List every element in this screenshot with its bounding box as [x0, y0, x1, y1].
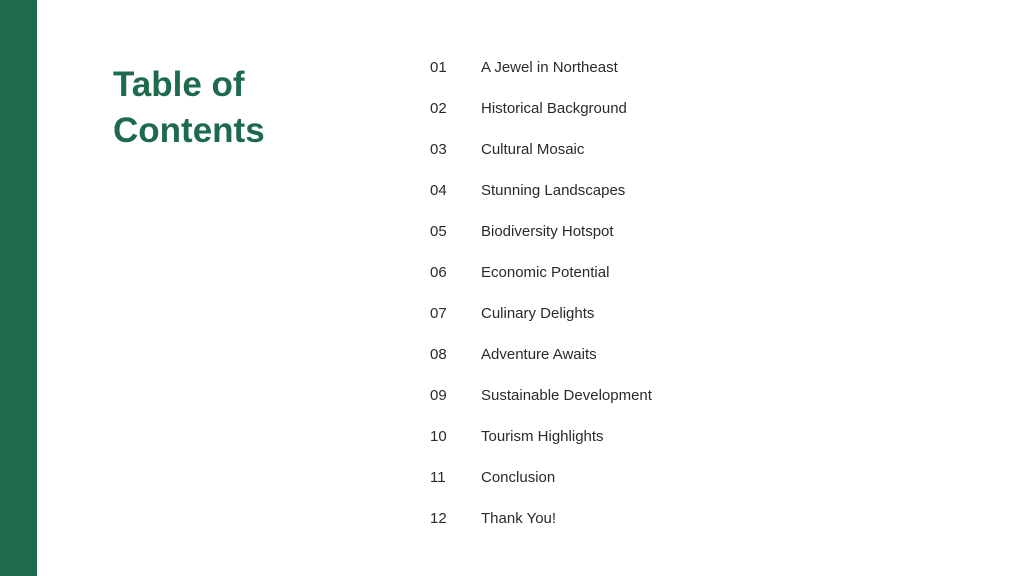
toc-item-label: Cultural Mosaic	[481, 141, 585, 158]
toc-item	[430, 416, 830, 457]
toc-item	[430, 293, 830, 334]
toc-item-label: Thank You!	[481, 510, 557, 527]
toc-item-label: Economic Potential	[481, 264, 610, 281]
toc-item-label: Adventure Awaits	[481, 346, 597, 363]
toc-item	[430, 47, 830, 88]
toc-item-number: 12	[430, 510, 447, 527]
title-line-2: Contents	[113, 111, 265, 150]
toc-item	[430, 498, 830, 539]
toc-item	[430, 170, 830, 211]
toc-item-number: 04	[430, 182, 447, 199]
toc-item-label: Biodiversity Hotspot	[481, 223, 614, 240]
page-title	[113, 62, 373, 154]
toc-item-number: 05	[430, 223, 447, 240]
toc-item-label: Stunning Landscapes	[481, 182, 626, 199]
toc-item	[430, 129, 830, 170]
toc-item-label: Sustainable Development	[481, 387, 652, 404]
toc-item-number: 07	[430, 305, 447, 322]
toc-item-number: 03	[430, 141, 447, 158]
table-of-contents-list	[430, 47, 830, 539]
toc-item	[430, 375, 830, 416]
toc-item	[430, 88, 830, 129]
toc-item	[430, 334, 830, 375]
title-line-1: Table of	[113, 65, 245, 104]
toc-item-number: 01	[430, 59, 447, 76]
toc-item-number: 02	[430, 100, 447, 117]
toc-item-number: 10	[430, 428, 447, 445]
toc-item-label: Conclusion	[481, 469, 556, 486]
toc-item-label: Historical Background	[481, 100, 627, 117]
toc-item-label: Culinary Delights	[481, 305, 595, 322]
accent-side-bar	[0, 0, 37, 576]
toc-item-number: 09	[430, 387, 447, 404]
toc-item-number: 11	[430, 469, 446, 486]
toc-item	[430, 457, 830, 498]
toc-item-label: A Jewel in Northeast	[481, 59, 618, 76]
toc-item-label: Tourism Highlights	[481, 428, 604, 445]
toc-item	[430, 252, 830, 293]
toc-item	[430, 211, 830, 252]
toc-item-number: 08	[430, 346, 447, 363]
toc-item-number: 06	[430, 264, 447, 281]
